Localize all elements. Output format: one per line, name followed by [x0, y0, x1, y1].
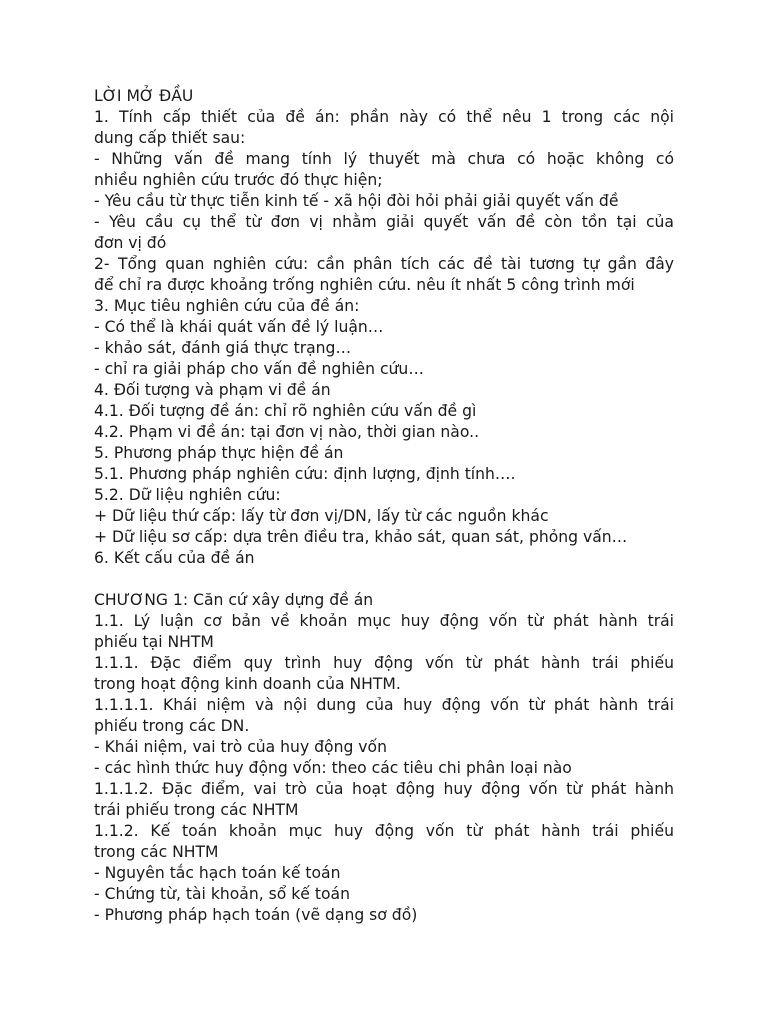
paragraph-scope: 4. Đối tượng và phạm vi đề án [94, 381, 331, 399]
bullet-concept: - Khái niệm, vai trò của huy động vốn [94, 738, 387, 756]
paragraph-structure: 6. Kết cấu của đề án [94, 549, 255, 567]
paragraph-urgency: 1. Tính cấp thiết của đề án: phần này có thể nêu 1 trong các nội [94, 108, 674, 126]
bullet-unit-requirement: - Yêu cầu cụ thể từ đơn vị nhằm giải quyết vấn đề còn tồn tại của [94, 213, 674, 231]
paragraph-objectives: 3. Mục tiêu nghiên cứu của đề án: [94, 297, 360, 315]
bullet-unit-requirement-cont: đơn vị đó [94, 234, 167, 252]
paragraph-research-data: 5.2. Dữ liệu nghiên cứu: [94, 486, 281, 504]
section-1-1-1-1-cont: phiếu trong các DN. [94, 717, 250, 735]
paragraph-literature-review-cont: để chỉ ra được khoảng trống nghiên cứu. nêu ít nhất 5 công trình mới [94, 276, 635, 294]
paragraph-range: 4.2. Phạm vi đề án: tại đơn vị nào, thời gian nào.. [94, 423, 480, 441]
bullet-theory-cont: nhiều nghiên cứu trước đó thực hiện; [94, 171, 383, 189]
paragraph-subject: 4.1. Đối tượng đề án: chỉ rõ nghiên cứu vấn đề gì [94, 402, 477, 420]
document-page [94, 86, 674, 926]
bullet-forms: - các hình thức huy động vốn: theo các tiêu chi phân loại nào [94, 759, 572, 777]
section-1-1-1-cont: trong hoạt động kinh doanh của NHTM. [94, 675, 401, 693]
section-1-1-1-1: 1.1.1.1. Khái niệm và nội dung của huy động vốn từ phát hành trái [94, 696, 674, 714]
bullet-secondary-data: + Dữ liệu thứ cấp: lấy từ đơn vị/DN, lấy từ các nguồn khác [94, 507, 549, 525]
bullet-primary-data: + Dữ liệu sơ cấp: dựa trên điều tra, khảo sát, quan sát, phỏng vấn… [94, 528, 628, 546]
bullet-practice: - Yêu cầu từ thực tiễn kinh tế - xã hội đòi hỏi phải giải quyết vấn đề [94, 192, 619, 210]
bullet-vouchers: - Chứng từ, tài khoản, sổ kế toán [94, 885, 350, 903]
section-1-1-2: 1.1.2. Kế toán khoản mục huy động vốn từ phát hành trái phiếu [94, 822, 674, 840]
bullet-accounting-method: - Phương pháp hạch toán (vẽ dạng sơ đồ) [94, 906, 418, 924]
bullet-theory: - Những vấn đề mang tính lý thuyết mà chưa có hoặc không có [94, 150, 674, 168]
chapter-heading: CHƯƠNG 1: Căn cứ xây dựng đề án [94, 591, 374, 609]
section-1-1-1-2-cont: trái phiếu trong các NHTM [94, 801, 299, 819]
paragraph-literature-review: 2- Tổng quan nghiên cứu: cần phân tích các đề tài tương tự gần đây [94, 255, 674, 273]
bullet-objective-survey: - khảo sát, đánh giá thực trạng… [94, 339, 352, 357]
section-1-1: 1.1. Lý luận cơ bản về khoản mục huy động vốn từ phát hành trái [94, 612, 674, 630]
section-1-1-1-2: 1.1.1.2. Đặc điểm, vai trò của hoạt động huy động vốn từ phát hành [94, 780, 674, 798]
section-1-1-cont: phiếu tại NHTM [94, 633, 214, 651]
intro-heading: LỜI MỞ ĐẦU [94, 87, 194, 105]
blank-line [94, 569, 674, 590]
paragraph-research-method: 5.1. Phương pháp nghiên cứu: định lượng, định tính…. [94, 465, 516, 483]
bullet-objective-theory: - Có thể là khái quát vấn đề lý luận… [94, 318, 384, 336]
bullet-objective-solution: - chỉ ra giải pháp cho vấn đề nghiên cứu… [94, 360, 424, 378]
paragraph-method: 5. Phương pháp thực hiện đề án [94, 444, 344, 462]
bullet-principles: - Nguyên tắc hạch toán kế toán [94, 864, 341, 882]
paragraph-urgency-cont: dung cấp thiết sau: [94, 129, 246, 147]
section-1-1-2-cont: trong các NHTM [94, 843, 219, 861]
section-1-1-1: 1.1.1. Đặc điểm quy trình huy động vốn từ phát hành trái phiếu [94, 654, 674, 672]
